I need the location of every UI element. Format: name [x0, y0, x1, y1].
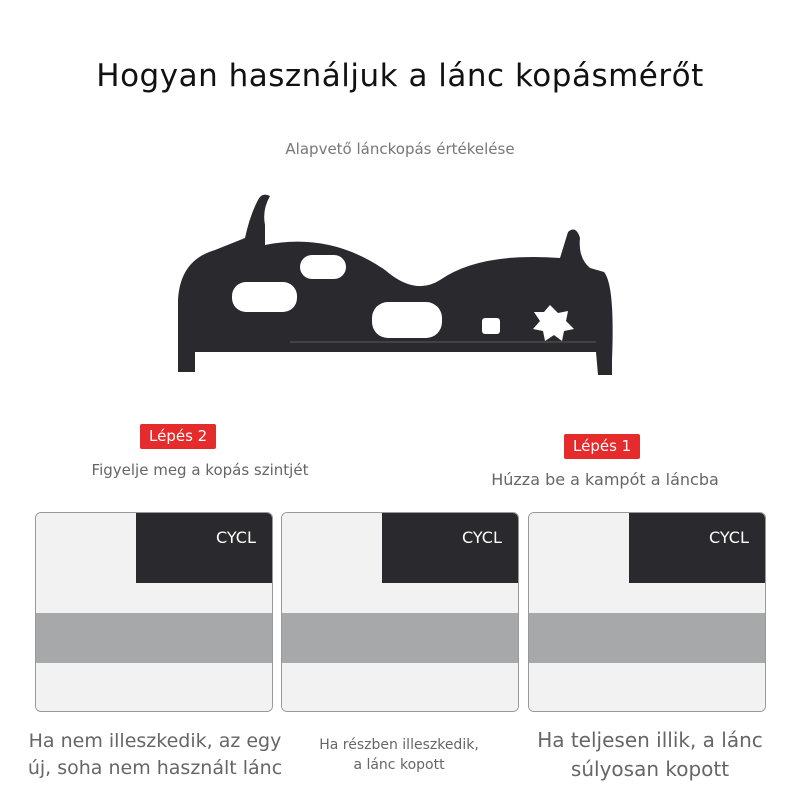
- step-2-badge: Lépés 2: [140, 424, 216, 449]
- step-1-caption: Húzza be a kampót a láncba: [491, 470, 719, 489]
- brand-text: CYCL: [709, 528, 749, 547]
- hero-illustration: [0, 180, 800, 440]
- panel-full-fit: [528, 512, 766, 712]
- step-2-caption: Figyelje meg a kopás szintjét: [91, 461, 309, 479]
- tool-slot: [232, 282, 297, 312]
- tool-hex-hole: [482, 318, 500, 334]
- tool-slot: [300, 255, 346, 279]
- panel-new-chain: [35, 512, 273, 712]
- panel-2-caption: Ha részben illeszkedik, a lánc kopott: [319, 737, 479, 773]
- panel-3-caption: Ha teljesen illik, a lánc súlyosan kopott: [537, 728, 763, 781]
- brand-text: CYCL: [462, 528, 502, 547]
- tool-slot: [372, 302, 442, 338]
- step-1-badge: Lépés 1: [564, 434, 640, 459]
- panel-1-caption: Ha nem illeszkedik, az egy új, soha nem használt lánc: [27, 730, 283, 779]
- page-title: Hogyan használjuk a lánc kopásmérőt: [96, 58, 704, 94]
- panel-partial-fit: [281, 512, 519, 712]
- page-subtitle: Alapvető lánckopás értékelése: [285, 140, 515, 158]
- brand-text: CYCL: [216, 528, 256, 547]
